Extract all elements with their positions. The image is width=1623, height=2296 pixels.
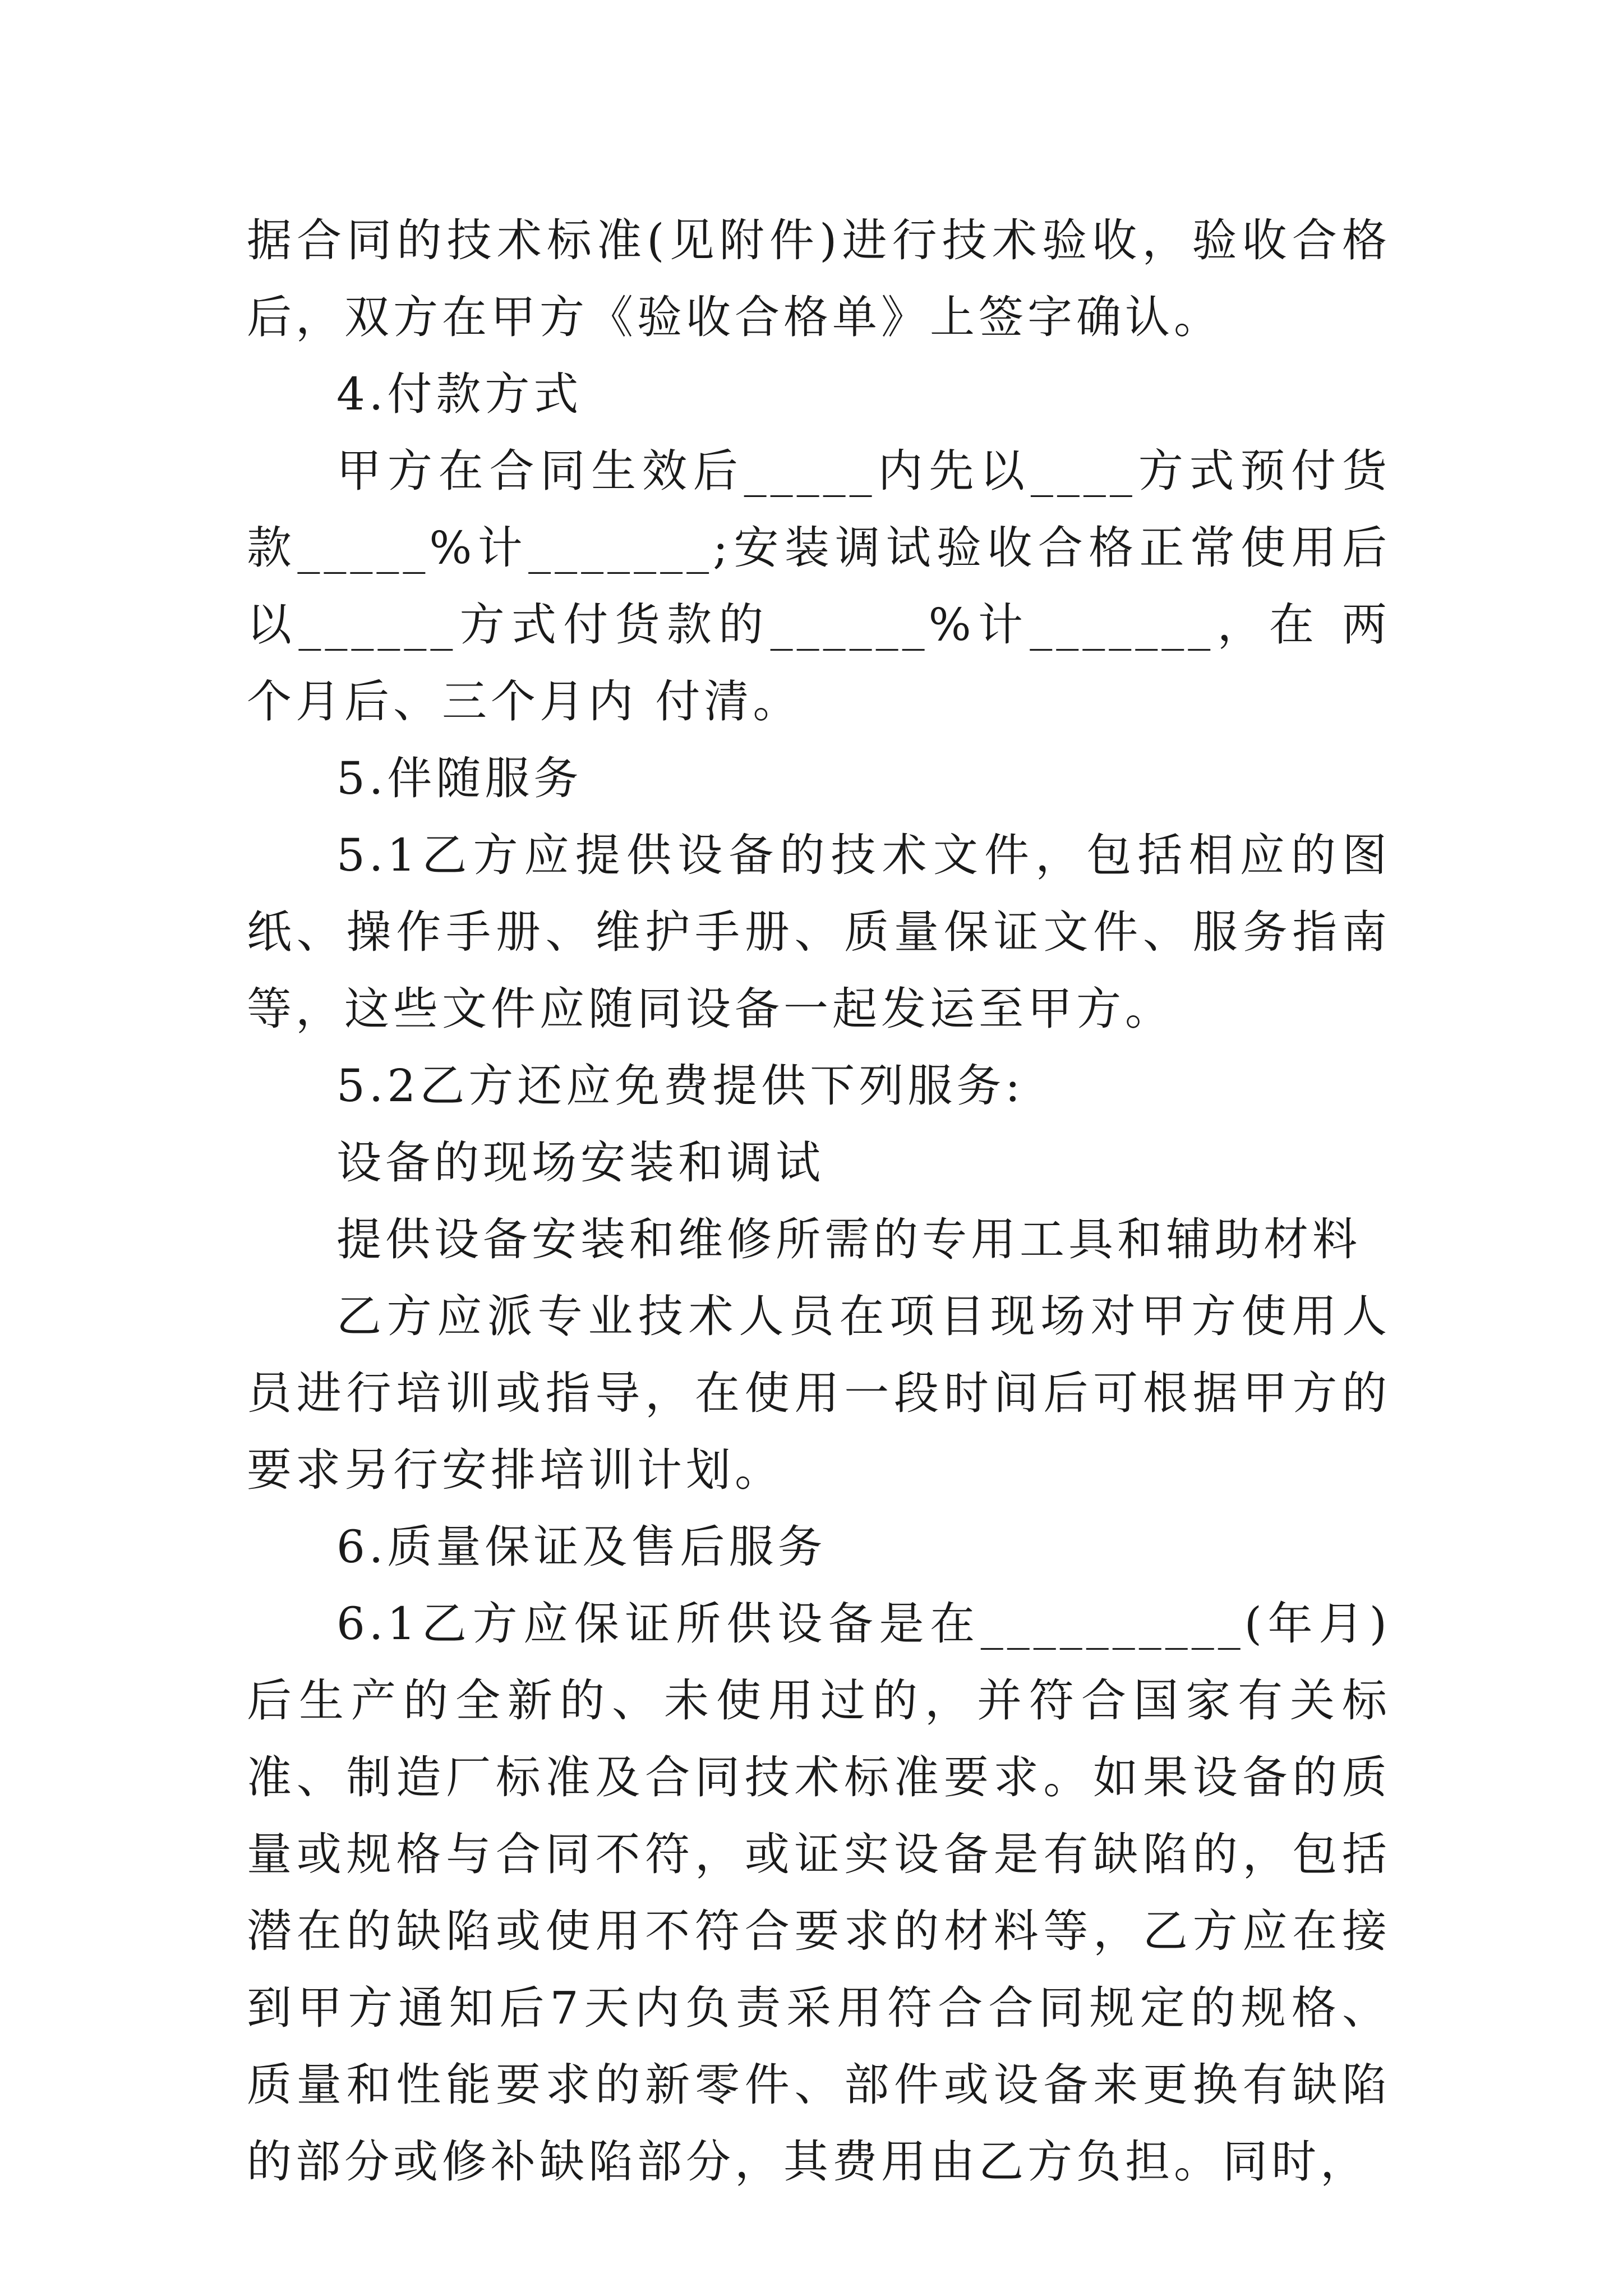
paragraph-acceptance-continued: 据合同的技术标准(见附件)进行技术验收，验收合格后，双方在甲方《验收合格单》上签字确认。 bbox=[247, 214, 1391, 343]
paragraph-free-services: 5.2乙方还应免费提供下列服务: bbox=[336, 1060, 1025, 1112]
paragraph-training: 乙方应派专业技术人员在项目现场对甲方使用人员进行培训或指导，在使用一段时间后可根据甲方的要求另行安排培训计划。 bbox=[247, 1290, 1391, 1496]
document-body bbox=[247, 202, 1391, 2200]
section-heading-accompanying-services: 5.伴随服务 bbox=[336, 752, 583, 804]
section-heading-quality-warranty: 6.质量保证及售后服务 bbox=[336, 1521, 827, 1573]
paragraph-payment-terms: 甲方在合同生效后_____内先以____方式预付货款_____%计_______;安装调试验收合格正常使用后以______方式付货款的______%计_______，在 两个月后、三个月内 付清。 bbox=[247, 445, 1391, 728]
paragraph-technical-documents: 5.1乙方应提供设备的技术文件，包括相应的图纸、操作手册、维护手册、质量保证文件、服务指南等，这些文件应随同设备一起发运至甲方。 bbox=[247, 829, 1391, 1035]
section-heading-payment: 4.付款方式 bbox=[336, 368, 583, 420]
paragraph-quality-guarantee: 6.1乙方应保证所供设备是在__________(年月)后生产的全新的、未使用过的，并符合国家有关标准、制造厂标准及合同技术标准要求。如果设备的质量或规格与合同不符，或证实设备是有缺陷的，包括潜在的缺陷或使用不符合要求的材料等，乙方应在接到甲方通知后7天内负责采用符合合同规定的规格、质量和性能要求的新零件、部件或设备来更换有缺陷的部分或修补缺陷部分，其费用由乙方负担。同时， bbox=[247, 1598, 1391, 2188]
list-item-installation: 设备的现场安装和调试 bbox=[336, 1137, 824, 1189]
list-item-tools: 提供设备安装和维修所需的专用工具和辅助材料 bbox=[336, 1213, 1361, 1266]
